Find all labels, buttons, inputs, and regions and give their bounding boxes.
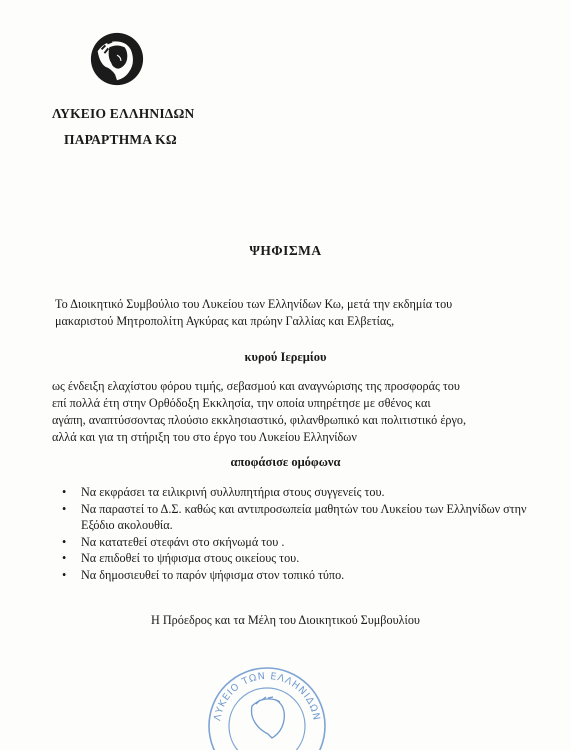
list-item <box>60 534 555 551</box>
body-line: αλλά και για τη στήριξη του στο έργο του Λυκείου Ελληνίδων <box>52 430 357 444</box>
list-item <box>60 567 555 584</box>
body-line: ως ένδειξη ελαχίστου φόρου τιμής, σεβασμού και αναγνώρισης της προσφοράς του <box>52 379 460 393</box>
list-item <box>60 550 555 567</box>
decision-text: Να κατατεθεί στεφάνι στο σκήνωμά του . <box>81 534 285 549</box>
organization-branch: ΠΑΡΑΡΤΗΜΑ ΚΩ <box>64 132 177 147</box>
svg-text:ΛΥΚΕΙΟ ΤΩΝ ΕΛΛΗΝΙΔΩΝ <box>212 671 322 722</box>
intro-line: Το Διοικητικό Συμβούλιο του Λυκείου των Ελληνίδων Κω, μετά την εκδημία του <box>55 297 453 311</box>
bullet: • <box>62 501 67 516</box>
bullet: • <box>62 485 67 499</box>
body-paragraph <box>52 378 562 446</box>
decision-text: Να εκφράσει τα ειλικρινή συλλυπητήρια στους συγγενείς του. <box>81 485 385 499</box>
body-line: αγάπη, αναπτύσσοντας πλούσιο εκκλησιαστικό, φιλανθρωπικό και πολιτιστικό έργο, <box>52 413 467 427</box>
honoree-name: κυρού Ιερεμίου <box>244 350 327 364</box>
body-line: επί πολλά έτη στην Ορθόδοξη Εκκλησία, την οποία υπηρέτησε με σθένος και <box>52 396 431 410</box>
decision-text: Να δημοσιευθεί το παρόν ψήφισμα στον τοπικό τύπο. <box>81 567 345 582</box>
list-item <box>60 501 555 534</box>
decision-heading: αποφάσισε ομόφωνα <box>230 455 341 469</box>
seal-text: ΛΥΚΕΙΟ ΤΩΝ ΕΛΛΗΝΙΔΩΝ <box>212 670 322 722</box>
list-item <box>60 484 555 501</box>
decision-text: Να επιδοθεί το ψήφισμα στους οικείους του. <box>81 551 300 565</box>
signature-line: Η Πρόεδρος και τα Μέλη του Διοικητικού Συμβουλίου <box>151 613 420 627</box>
bullet: • <box>62 551 67 565</box>
organization-name: ΛΥΚΕΙΟ ΕΛΛΗΝΙΔΩΝ <box>52 106 195 121</box>
classical-head-logo-icon <box>88 30 146 88</box>
intro-paragraph <box>55 296 555 330</box>
document-title: ΨΗΦΙΣΜΑ <box>249 243 322 258</box>
bullet: • <box>62 567 67 582</box>
decision-text: Να παραστεί το Δ.Σ. καθώς και αντιπροσωπεία μαθητών του Λυκείου των Ελληνίδων στην Εξόδιο ακολουθία. <box>81 501 527 532</box>
classical-head-seal-icon <box>198 640 336 750</box>
decision-list <box>60 484 555 583</box>
intro-line: μακαριστού Μητροπολίτη Αγκύρας και πρώην Γαλλίας και Ελβετίας, <box>55 314 395 328</box>
bullet: • <box>62 534 67 549</box>
